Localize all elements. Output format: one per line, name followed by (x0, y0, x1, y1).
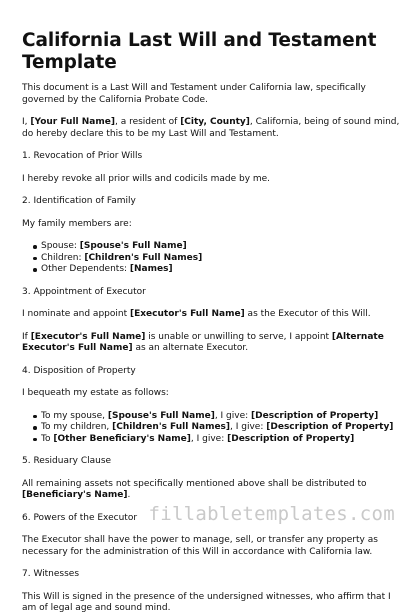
intro-paragraph: This document is a Last Will and Testament under California law, specifically governed by the California Probate Code. (22, 83, 366, 105)
list-item: To my children, [Children's Full Names], I give: [Description of Property] (41, 422, 400, 434)
testator-name-field: [Your Full Name] (30, 117, 115, 127)
section-heading-witnesses: 7. Witnesses (22, 569, 80, 579)
section-heading-family: 2. Identification of Family (22, 196, 136, 206)
revocation-paragraph: I hereby revoke all prior wills and codicils made by me. (22, 173, 271, 184)
section-heading-powers: 6. Powers of the Executor (22, 512, 138, 523)
list-item: Children: [Children's Full Names] (41, 253, 400, 265)
disposition-intro: I bequeath my estate as follows: (22, 388, 169, 398)
executor-paragraph: I nominate and appoint [Executor's Full Name] as the Executor of this Will. (22, 309, 371, 319)
section-heading-executor: 3. Appointment of Executor (22, 286, 146, 297)
list-item: Other Dependents: [Names] (41, 264, 400, 276)
document-page (22, 30, 400, 615)
list-item: To my spouse, [Spouse's Full Name], I give: [Description of Property] (41, 411, 400, 423)
list-item: Spouse: [Spouse's Full Name] (41, 241, 400, 253)
section-heading-revocation: 1. Revocation of Prior Wills (22, 151, 143, 161)
declaration-paragraph: I, [Your Full Name], a resident of [City, County], California, being of sound mind, do hereby declare this to be my Last Will and Testament. (22, 117, 400, 139)
family-list (22, 241, 400, 276)
powers-paragraph: The Executor shall have the power to manage, sell, or transfer any property as necessary for the administration of this Will in accordance with California law. (22, 535, 378, 557)
family-intro: My family members are: (22, 218, 132, 229)
city-county-field: [City, County] (180, 117, 250, 127)
document-title: California Last Will and Testament Template (22, 30, 377, 73)
witnesses-paragraph: This Will is signed in the presence of the undersigned witnesses, who affirm that I am of legal age and sound mind. (22, 591, 391, 613)
section-heading-residuary: 5. Residuary Clause (22, 456, 112, 466)
list-item: To [Other Beneficiary's Name], I give: [Description of Property] (41, 434, 400, 446)
section-heading-disposition: 4. Disposition of Property (22, 365, 136, 376)
residuary-paragraph: All remaining assets not specifically mentioned above shall be distributed to [Beneficiary's Name]. (22, 478, 367, 500)
bequest-list (22, 411, 400, 446)
watermark-text: fillabletemplates.com (148, 503, 395, 525)
alternate-executor-paragraph: If [Executor's Full Name] is unable or unwilling to serve, I appoint [Alternate Executor's Full Name] as an alternate Executor. (22, 331, 384, 353)
